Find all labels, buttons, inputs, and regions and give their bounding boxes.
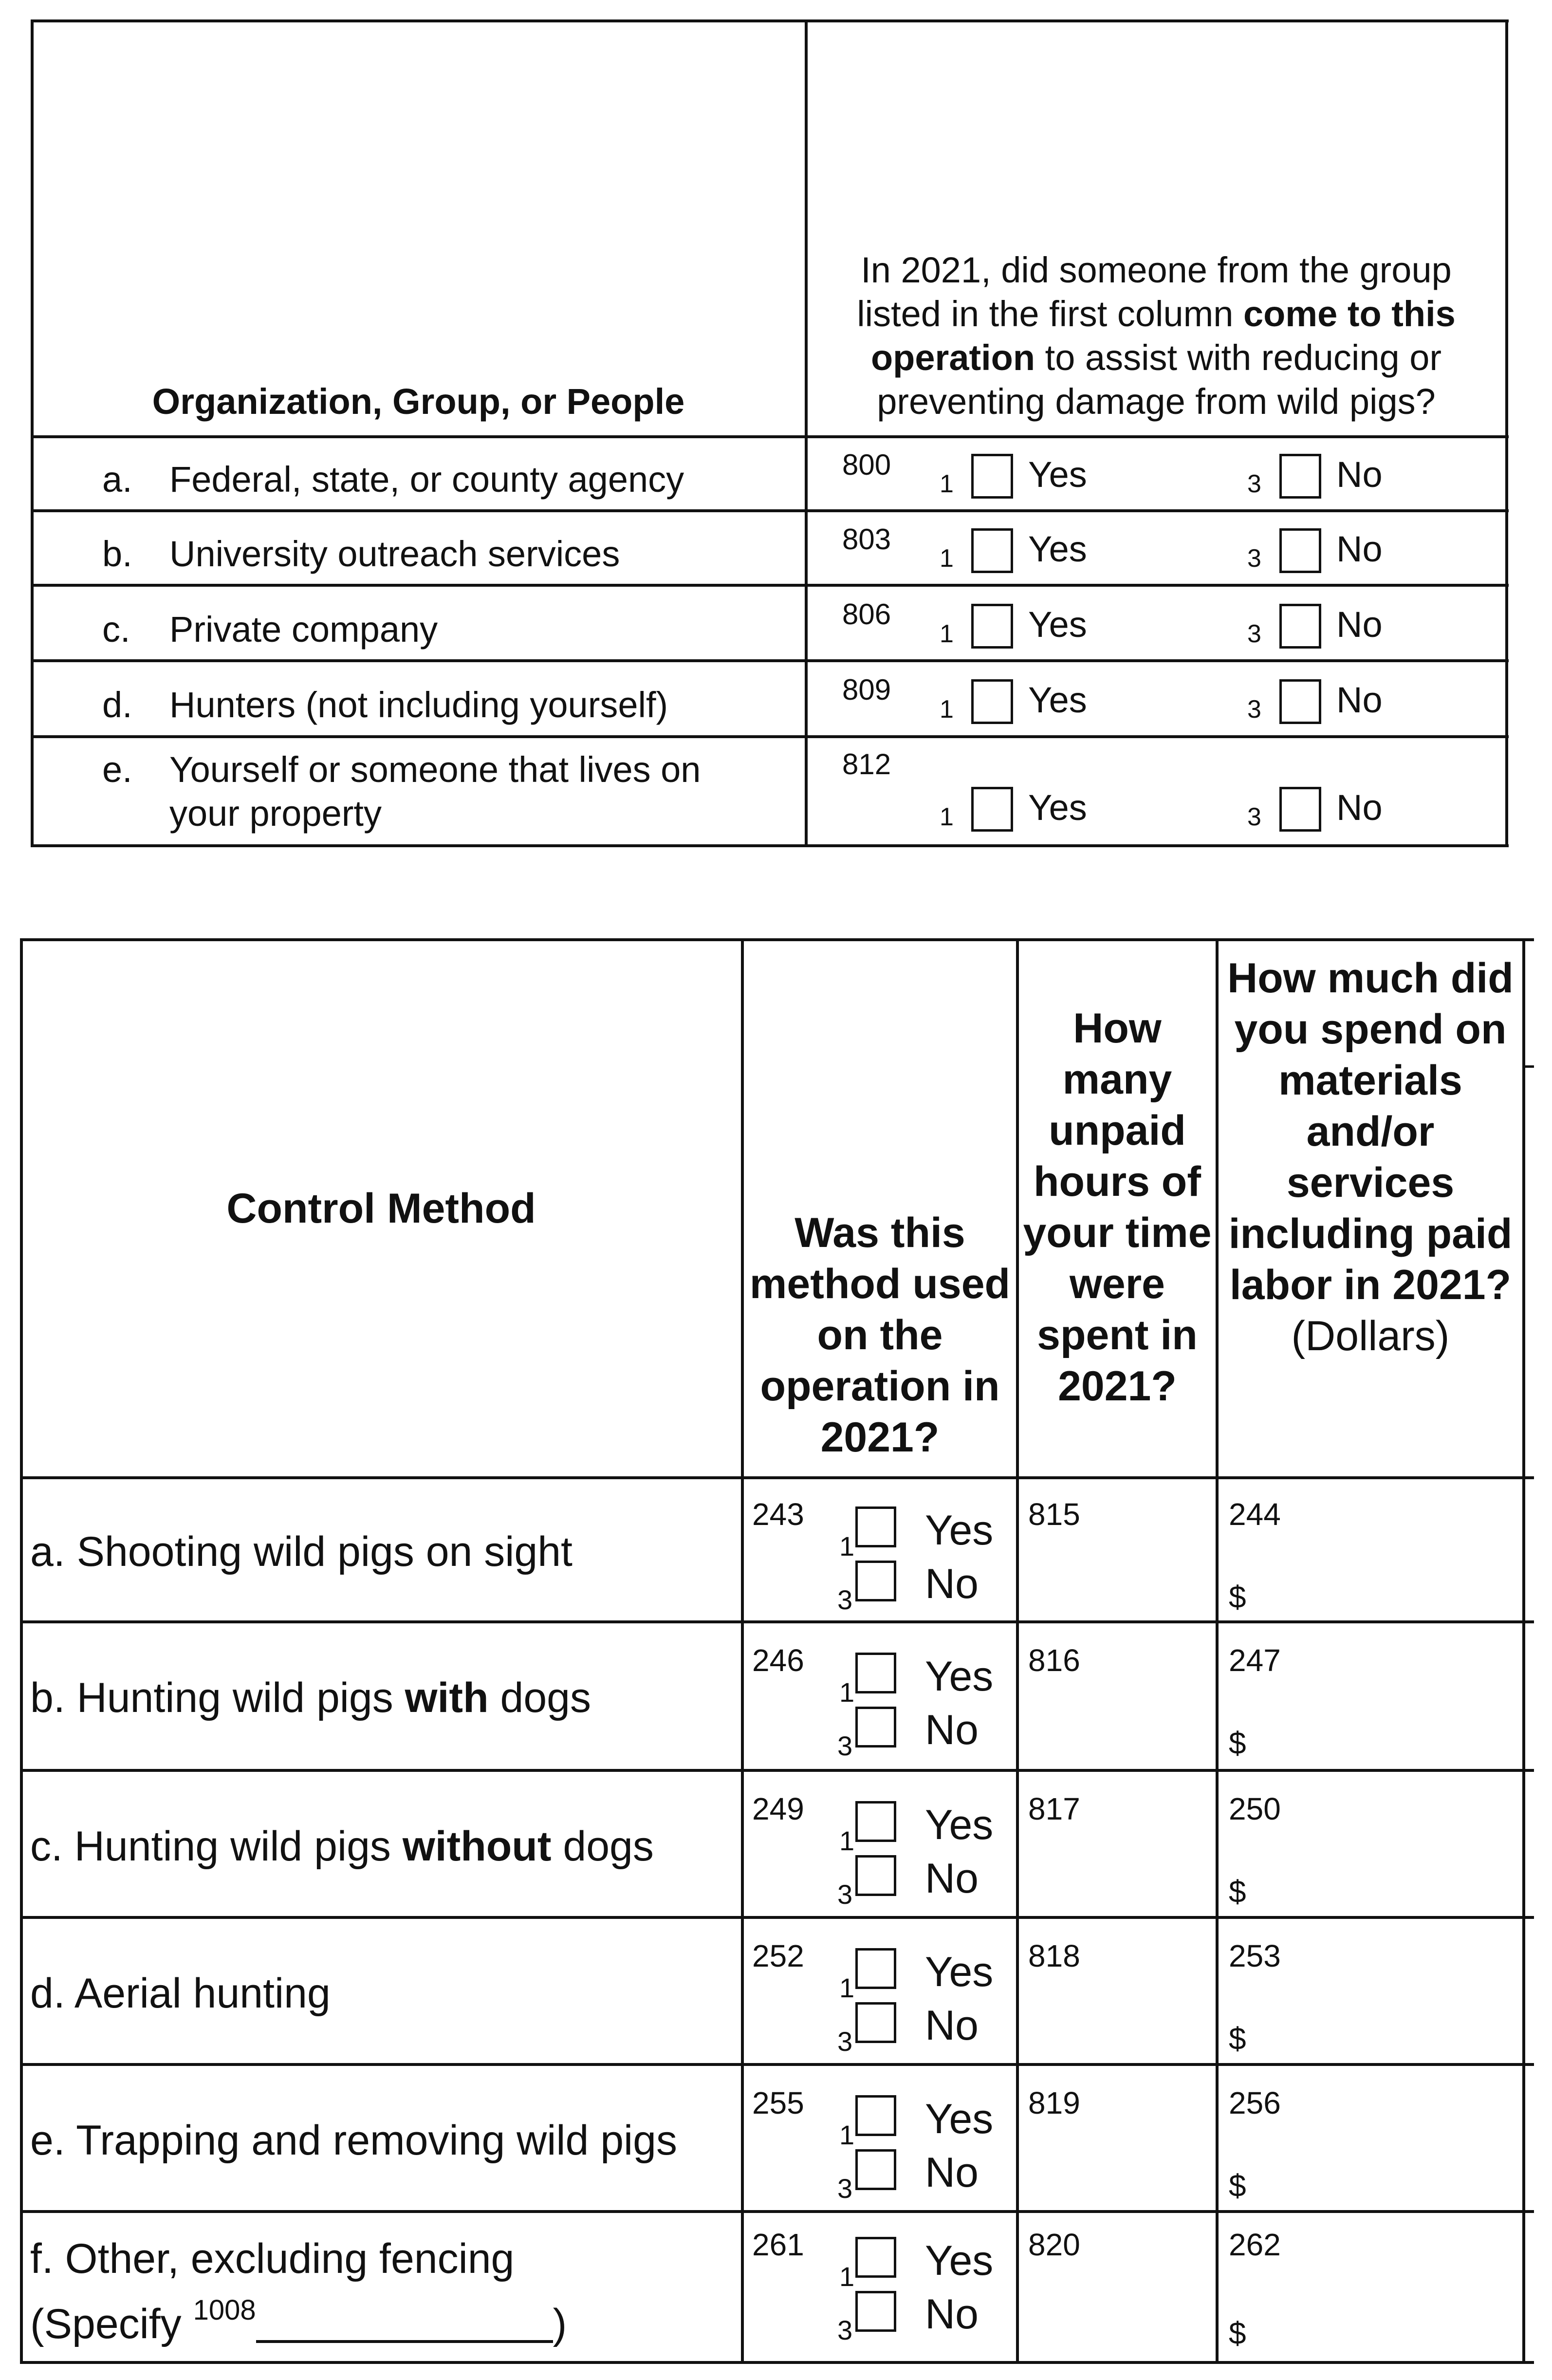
yes-label: Yes <box>1028 454 1087 495</box>
row-letter: d. <box>102 685 132 725</box>
yes-code: 1 <box>940 803 954 831</box>
no-checkbox[interactable] <box>1279 528 1321 573</box>
no-checkbox[interactable] <box>855 1561 896 1601</box>
table2-row-divider <box>20 2210 1534 2213</box>
header-text: to assist with reducing or preventing damage from wild pigs? <box>877 337 1442 422</box>
table1-col2-header <box>828 248 1485 424</box>
table1-col1-header: Organization, Group, or People <box>152 381 685 422</box>
row-label <box>30 2115 677 2166</box>
no-label: No <box>925 2291 979 2338</box>
yes-code: 1 <box>839 1825 855 1856</box>
row-letter: b. <box>102 534 132 574</box>
row-label <box>30 1526 573 1578</box>
hours-input[interactable] <box>1022 1679 1212 1765</box>
dollars-code: 244 <box>1229 1497 1281 1532</box>
label-emphasis: without <box>402 1823 552 1870</box>
dollars-input[interactable] <box>1251 2161 1514 2205</box>
yes-code: 1 <box>839 1677 855 1708</box>
yes-label: Yes <box>925 2237 994 2284</box>
no-checkbox[interactable] <box>855 2002 896 2043</box>
label-text: c. Hunting wild pigs <box>30 1823 403 1870</box>
yes-checkbox[interactable] <box>971 454 1013 499</box>
label-text: dogs <box>488 1674 591 1721</box>
table2-row-divider <box>20 1916 1534 1919</box>
yes-code: 1 <box>839 2261 855 2292</box>
dollars-code: 250 <box>1229 1791 1281 1826</box>
table1-row-divider <box>31 659 1509 662</box>
no-checkbox[interactable] <box>855 1855 896 1896</box>
row-letter: a. <box>102 459 132 500</box>
row-label: f. Other, excluding fencing <box>30 2235 515 2282</box>
table2-col4-header <box>1219 953 1522 1362</box>
yes-code: 1 <box>940 544 954 573</box>
header-unit: (Dollars) <box>1291 1313 1450 1359</box>
dollar-sign: $ <box>1229 1726 1246 1761</box>
hours-code: 815 <box>1028 1497 1080 1532</box>
no-code: 3 <box>837 2026 853 2057</box>
no-code: 3 <box>1247 544 1261 573</box>
no-code: 3 <box>1247 803 1261 831</box>
yes-checkbox[interactable] <box>971 679 1013 724</box>
used-code: 243 <box>752 1497 804 1532</box>
item-code: 809 <box>842 673 891 706</box>
header-emphasis: come to this operation <box>870 294 1456 378</box>
no-checkbox[interactable] <box>855 2291 896 2332</box>
yes-label: Yes <box>1028 529 1087 569</box>
no-label: No <box>1336 787 1383 828</box>
yes-label: Yes <box>925 1802 994 1848</box>
table2-row-divider <box>20 1620 1534 1623</box>
table2-left-border <box>20 938 23 2364</box>
yes-code: 1 <box>839 1531 855 1562</box>
dollars-code: 256 <box>1229 2085 1281 2120</box>
label-text: d. Aerial hunting <box>30 1970 331 2017</box>
table1-bottom-border <box>31 844 1509 847</box>
dollars-input[interactable] <box>1251 1572 1514 1616</box>
yes-label: Yes <box>925 1949 994 1995</box>
no-checkbox[interactable] <box>1279 604 1321 649</box>
yes-checkbox[interactable] <box>855 1653 896 1693</box>
table2-col1-header: Control Method <box>226 1185 536 1232</box>
specify-close: ) <box>553 2301 567 2347</box>
table2-edge-stub <box>1524 1065 1534 1068</box>
no-code: 3 <box>837 2173 853 2204</box>
hours-input[interactable] <box>1022 2122 1212 2207</box>
yes-checkbox[interactable] <box>855 1801 896 1842</box>
no-label: No <box>1336 454 1383 495</box>
dollars-input[interactable] <box>1251 1867 1514 1911</box>
hours-input[interactable] <box>1022 2264 1212 2352</box>
no-code: 3 <box>1247 695 1261 724</box>
dollars-code: 247 <box>1229 1643 1281 1678</box>
used-code: 252 <box>752 1938 804 1973</box>
row-letter: c. <box>102 609 130 650</box>
no-checkbox[interactable] <box>1279 454 1321 499</box>
yes-label: Yes <box>1028 604 1087 645</box>
specify-label: (Specify <box>30 2301 182 2347</box>
table2-top-border <box>20 938 1534 941</box>
hours-input[interactable] <box>1022 1533 1212 1618</box>
row-letter: e. <box>102 749 132 790</box>
hours-code: 818 <box>1028 1938 1080 1973</box>
yes-label: Yes <box>1028 680 1087 720</box>
no-code: 3 <box>1247 620 1261 648</box>
dollars-input[interactable] <box>1251 2308 1514 2352</box>
no-label: No <box>925 1561 979 1607</box>
yes-code: 1 <box>940 470 954 498</box>
yes-code: 1 <box>839 2120 855 2150</box>
label-text: b. Hunting wild pigs <box>30 1674 405 1721</box>
no-label: No <box>1336 529 1383 569</box>
yes-code: 1 <box>940 695 954 724</box>
table2-header-divider <box>20 1476 1534 1479</box>
table1-left-border <box>31 19 34 847</box>
no-checkbox[interactable] <box>1279 679 1321 724</box>
header-text: How much did you spend on materials and/or services including paid labor in 2021? <box>1227 955 1514 1308</box>
used-code: 249 <box>752 1791 804 1826</box>
row-label: Federal, state, or county agency <box>169 459 684 500</box>
no-label: No <box>1336 604 1383 645</box>
no-code: 3 <box>837 1584 853 1615</box>
item-code: 806 <box>842 598 891 631</box>
dollars-code: 262 <box>1229 2227 1281 2262</box>
dollars-input[interactable] <box>1251 1718 1514 1762</box>
yes-code: 1 <box>940 620 954 648</box>
table2-bottom-border <box>20 2361 1534 2364</box>
row-label <box>30 1821 654 1872</box>
item-code: 812 <box>842 748 891 781</box>
item-code: 803 <box>842 523 891 556</box>
table1-right-border <box>1505 19 1508 847</box>
yes-checkbox[interactable] <box>971 787 1013 832</box>
hours-code: 816 <box>1028 1643 1080 1678</box>
yes-checkbox[interactable] <box>855 1506 896 1547</box>
row-label <box>30 1672 591 1724</box>
yes-label: Yes <box>925 2096 994 2142</box>
no-checkbox[interactable] <box>855 1707 896 1748</box>
yes-code: 1 <box>839 1972 855 2003</box>
dollar-sign: $ <box>1229 2021 1246 2056</box>
table2-column-divider <box>741 938 744 2364</box>
dollar-sign: $ <box>1229 1874 1246 1909</box>
no-label: No <box>925 2149 979 2196</box>
table2-right-border <box>1522 938 1525 2364</box>
dollar-sign: $ <box>1229 2168 1246 2203</box>
yes-checkbox[interactable] <box>855 1948 896 1989</box>
table1-row-divider <box>31 584 1509 587</box>
yes-checkbox[interactable] <box>971 604 1013 649</box>
yes-label: Yes <box>925 1653 994 1700</box>
yes-label: Yes <box>925 1507 994 1554</box>
label-text: dogs <box>551 1823 654 1870</box>
no-checkbox[interactable] <box>1279 787 1321 832</box>
yes-checkbox[interactable] <box>855 2237 896 2278</box>
table2-row-divider <box>20 1769 1534 1772</box>
no-checkbox[interactable] <box>855 2149 896 2190</box>
no-label: No <box>1336 680 1383 720</box>
table2-col2-header: Was this method used on the operation in 2021? <box>749 1209 1011 1461</box>
header-text: In 2021, did someone from the group listed in the first column <box>857 250 1452 334</box>
specify-input[interactable] <box>256 2301 553 2343</box>
specify-code: 1008 <box>193 2294 256 2326</box>
no-label: No <box>925 1855 979 1902</box>
row-label: Yourself or someone that lives on your property <box>169 749 701 834</box>
dollar-sign: $ <box>1229 2316 1246 2351</box>
specify-line <box>30 2285 567 2350</box>
no-label: No <box>925 1707 979 1753</box>
no-code: 3 <box>837 2315 853 2345</box>
label-emphasis: with <box>405 1674 489 1721</box>
yes-checkbox[interactable] <box>855 2095 896 2136</box>
row-label: Private company <box>169 609 438 650</box>
no-code: 3 <box>1247 470 1261 498</box>
hours-code: 820 <box>1028 2227 1080 2262</box>
table1-header-divider <box>31 435 1509 438</box>
table1-column-divider <box>805 19 808 847</box>
row-label: Hunters (not including yourself) <box>169 685 668 725</box>
hours-input[interactable] <box>1022 1975 1212 2060</box>
row-label: University outreach services <box>169 534 620 574</box>
dollars-input[interactable] <box>1251 2014 1514 2058</box>
hours-code: 819 <box>1028 2085 1080 2120</box>
table2-col3-header: How many unpaid hours of your time were spent in 2021? <box>1023 1005 1212 1410</box>
yes-label: Yes <box>1028 787 1087 828</box>
row-label <box>30 1968 331 2019</box>
hours-code: 817 <box>1028 1791 1080 1826</box>
item-code: 800 <box>842 448 891 481</box>
dollar-sign: $ <box>1229 1580 1246 1615</box>
used-code: 246 <box>752 1643 804 1678</box>
table2-row-divider <box>20 2063 1534 2066</box>
no-code: 3 <box>837 1879 853 1910</box>
table1-row-divider <box>31 735 1509 738</box>
hours-input[interactable] <box>1022 1828 1212 1913</box>
table1-row-divider <box>31 509 1509 512</box>
no-code: 3 <box>837 1730 853 1761</box>
dollars-code: 253 <box>1229 1938 1281 1973</box>
used-code: 255 <box>752 2085 804 2120</box>
yes-checkbox[interactable] <box>971 528 1013 573</box>
label-text: e. Trapping and removing wild pigs <box>30 2117 677 2164</box>
no-label: No <box>925 2002 979 2049</box>
table1-top-border <box>31 19 1509 22</box>
label-text: a. Shooting wild pigs on sight <box>30 1528 573 1575</box>
used-code: 261 <box>752 2227 804 2262</box>
